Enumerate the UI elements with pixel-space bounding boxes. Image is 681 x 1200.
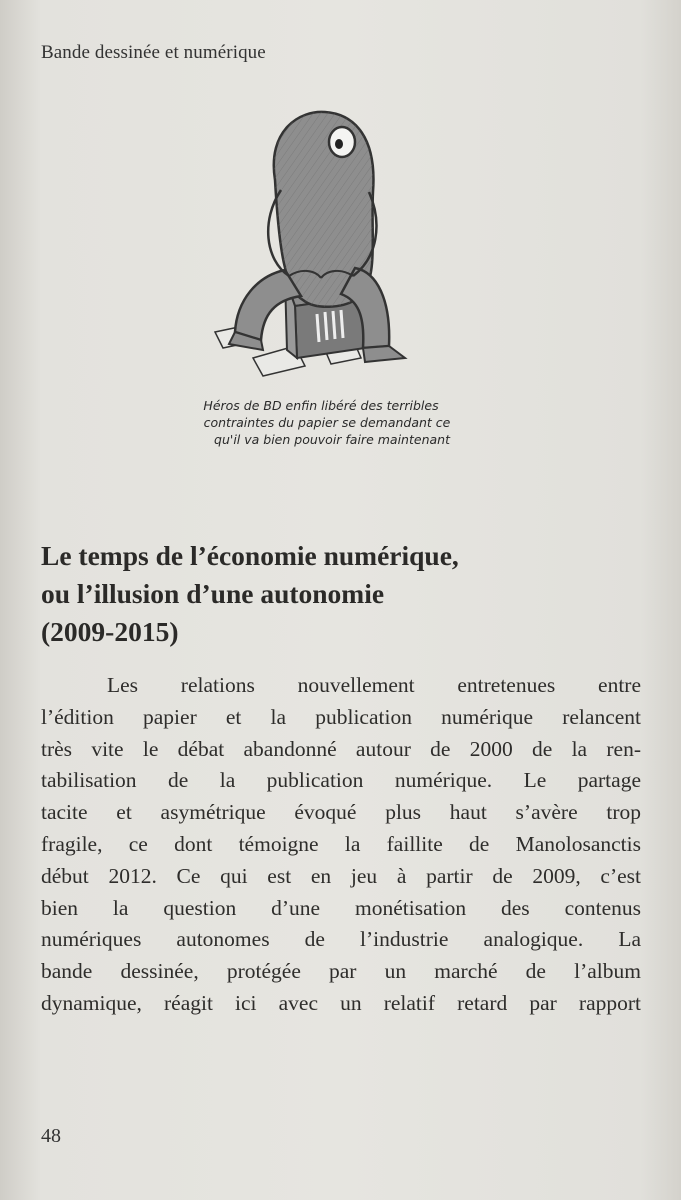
- caption-line: Héros de BD enfin libéré des terribles: [203, 398, 439, 413]
- figure-caption: [168, 397, 468, 448]
- text-line: tacite et asymétrique évoqué plus haut s’avère trop: [41, 800, 641, 825]
- text-line: Les relations nouvellement entretenues entre: [107, 673, 641, 697]
- text-line: bien la question d’une monétisation des contenus: [41, 895, 641, 920]
- section-title: [41, 537, 661, 651]
- caption-line: contraintes du papier se demandant ce: [203, 415, 451, 430]
- text-line: fragile, ce dont témoigne la faillite de Manolosanctis: [41, 831, 641, 856]
- title-line: (2009-2015): [41, 616, 179, 647]
- title-line: Le temps de l’économie numérique,: [41, 540, 459, 571]
- caption-line: qu'il va bien pouvoir faire maintenant: [214, 432, 450, 447]
- page-number: 48: [41, 1125, 61, 1147]
- text-line: dynamique, réagit ici avec un relatif retard par rapport: [41, 990, 641, 1015]
- hairy-monster-drawing: [205, 100, 445, 390]
- text-line: très vite le débat abandonné autour de 2000 de la ren-: [41, 736, 641, 761]
- body-paragraph: [41, 670, 641, 1020]
- text-line: l’édition papier et la publication numérique relancent: [41, 704, 641, 729]
- text-line: bande dessinée, protégée par un marché de l’album: [41, 959, 641, 984]
- text-line: début 2012. Ce qui est en jeu à partir de 2009, c’est: [41, 863, 641, 888]
- title-line: ou l’illusion d’une autonomie: [41, 578, 385, 609]
- text-line: tabilisation de la publication numérique. Le partage: [41, 768, 641, 793]
- cartoon-illustration: [205, 100, 445, 390]
- running-header: Bande dessinée et numérique: [41, 42, 266, 63]
- text-line: numériques autonomes de l’industrie analogique. La: [41, 927, 641, 952]
